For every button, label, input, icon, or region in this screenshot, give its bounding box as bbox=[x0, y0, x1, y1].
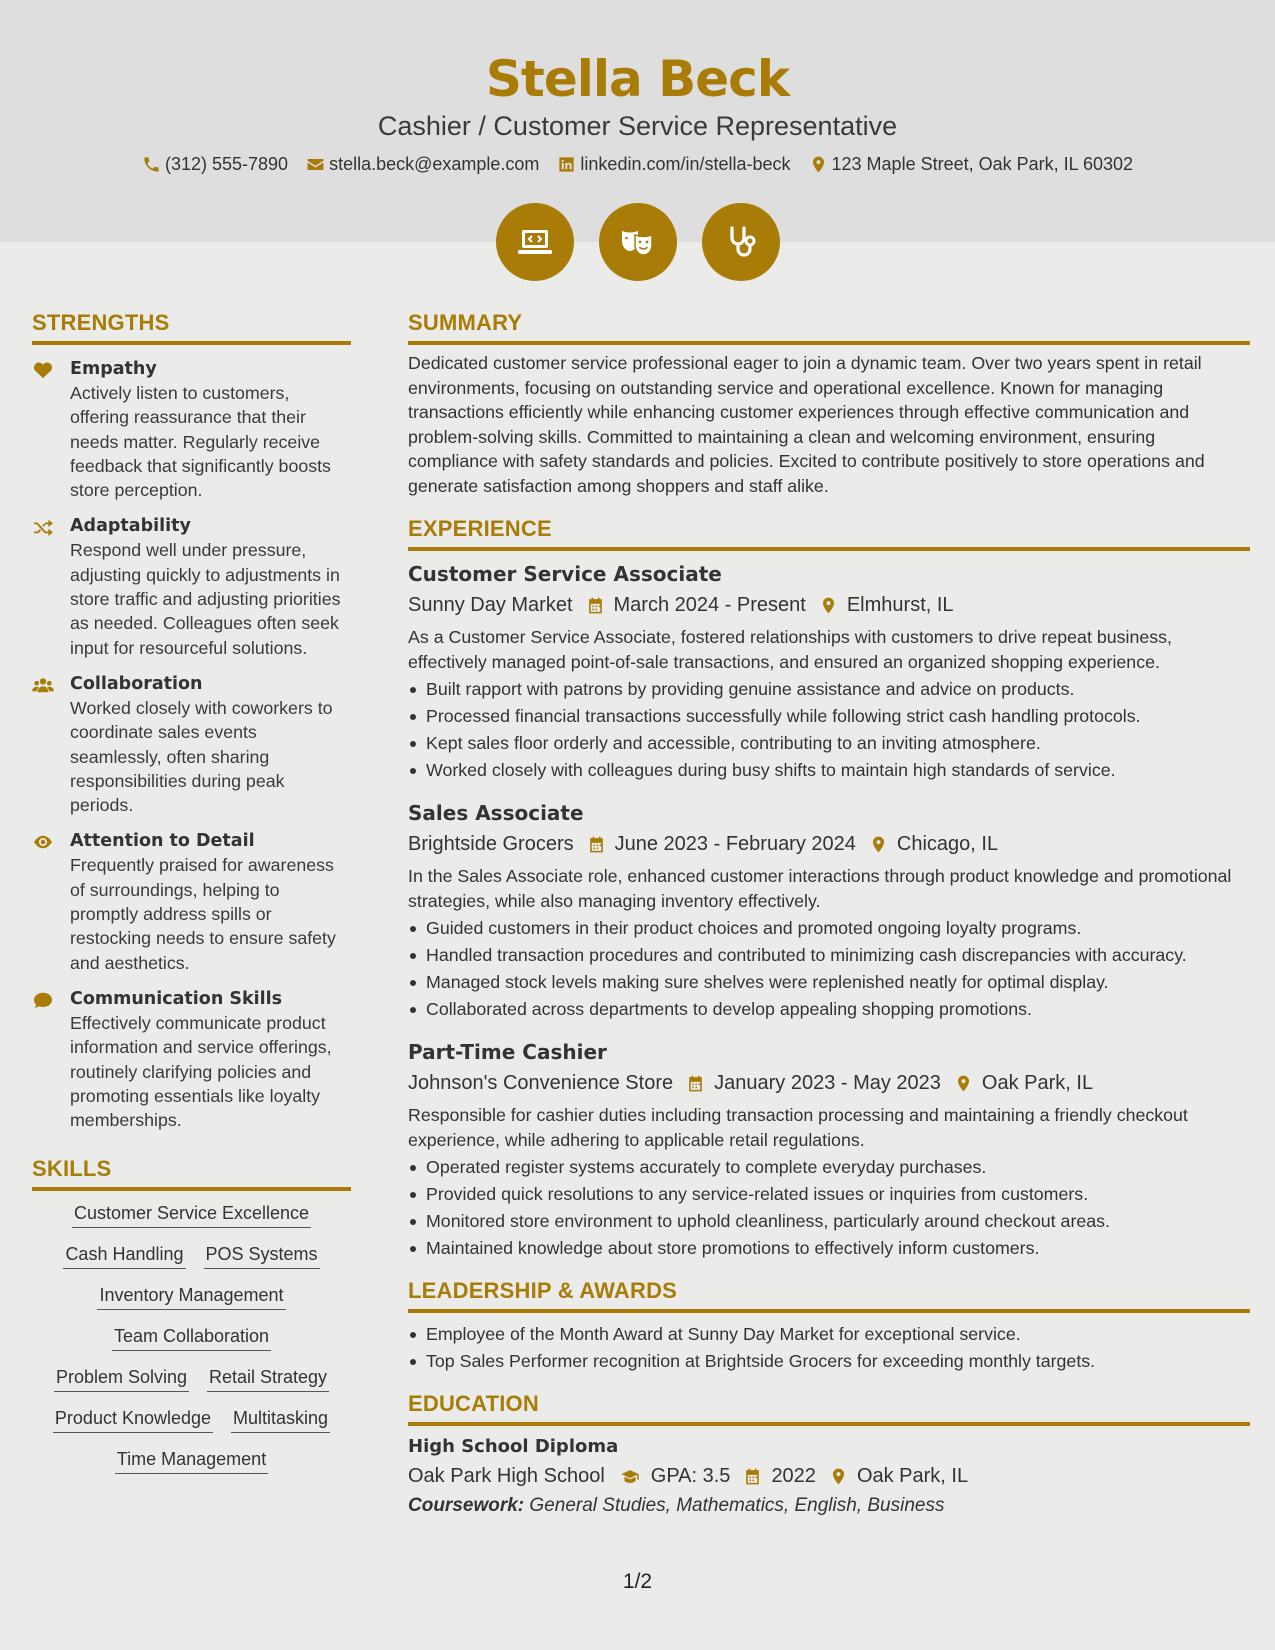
skill-tag: Inventory Management bbox=[97, 1283, 285, 1310]
job-meta bbox=[408, 591, 1250, 619]
job-bullets bbox=[408, 1154, 1250, 1262]
contact-text: stella.beck@example.com bbox=[329, 154, 540, 174]
eye-icon bbox=[32, 833, 54, 851]
job-company: Johnson's Convenience Store bbox=[408, 1072, 674, 1094]
contact-bar bbox=[0, 152, 1275, 176]
summary-heading: SUMMARY bbox=[408, 308, 1250, 345]
badge-stethoscope bbox=[702, 203, 780, 281]
list-item: Kept sales floor orderly and accessible, contributing to an inviting atmosphere. bbox=[408, 730, 1250, 757]
list-item: Top Sales Performer recognition at Brightside Grocers for exceeding monthly targets. bbox=[408, 1348, 1250, 1375]
job-title: Part-Time Cashier bbox=[408, 1040, 607, 1064]
strength-item bbox=[32, 829, 351, 974]
job-entry bbox=[408, 800, 1250, 1023]
list-item: Monitored store environment to uphold cleanliness, particularly around checkout areas. bbox=[408, 1208, 1250, 1235]
strength-desc: Effectively communicate product information and service offerings, routinely clarifying policies and promoting essentials like loyalty memberships. bbox=[70, 1012, 332, 1131]
users-icon bbox=[32, 676, 54, 694]
strength-item bbox=[32, 357, 351, 502]
job-location: Chicago, IL bbox=[896, 833, 999, 855]
job-company: Brightside Grocers bbox=[408, 833, 574, 855]
shuffle-icon bbox=[32, 518, 54, 536]
calendar-icon bbox=[587, 835, 606, 854]
skill-tag: Multitasking bbox=[231, 1406, 330, 1433]
list-item: Collaborated across departments to develop appealing shopping promotions. bbox=[408, 996, 1250, 1023]
theater-masks-icon bbox=[618, 222, 658, 262]
map-pin-icon bbox=[869, 835, 888, 854]
awards-list bbox=[408, 1321, 1250, 1375]
skill-tag: Product Knowledge bbox=[53, 1406, 213, 1433]
page-indicator: 1/2 bbox=[622, 1570, 653, 1593]
job-bullets bbox=[408, 676, 1250, 784]
summary-text: Dedicated customer service professional eager to join a dynamic team. Over two years spent in retail environments, focusing on outstanding service and operational excellence. Known for managing transactions efficiently while enhancing customer experiences through effective communication and problem-solving skills. Committed to maintaining a clean and welcoming environment, ensuring compliance with safety standards and policies. Excited to contribute positively to store operations and generate satisfaction among shoppers and staff alike. bbox=[408, 353, 1205, 496]
awards-heading: LEADERSHIP & AWARDS bbox=[408, 1276, 1250, 1313]
job-location: Elmhurst, IL bbox=[846, 594, 954, 616]
list-item: Operated register systems accurately to complete everyday purchases. bbox=[408, 1154, 1250, 1181]
skill-tag: Customer Service Excellence bbox=[72, 1201, 311, 1228]
contact-address bbox=[809, 152, 1134, 176]
laptop-code-icon bbox=[515, 222, 555, 262]
skills-list bbox=[32, 1201, 351, 1474]
list-item: Employee of the Month Award at Sunny Day Market for exceptional service. bbox=[408, 1321, 1250, 1348]
list-item: Processed financial transactions successfully while following strict cash handling protocols. bbox=[408, 703, 1250, 730]
calendar-icon bbox=[586, 596, 605, 615]
left-column bbox=[32, 308, 351, 1474]
job-company: Sunny Day Market bbox=[408, 594, 573, 616]
envelope-icon bbox=[306, 155, 325, 174]
strength-desc: Worked closely with coworkers to coordinate sales events seamlessly, often sharing responsibilities during peak periods. bbox=[70, 697, 333, 816]
contact-text: 123 Maple Street, Oak Park, IL 60302 bbox=[831, 154, 1134, 174]
skills-heading: SKILLS bbox=[32, 1154, 351, 1191]
job-description: Responsible for cashier duties including transaction processing and maintaining a friendly checkout experience, while adhering to applicable retail regulations. bbox=[408, 1105, 1188, 1150]
graduation-cap-icon bbox=[618, 1467, 642, 1486]
phone-icon bbox=[142, 155, 161, 174]
strengths-heading: STRENGTHS bbox=[32, 308, 351, 345]
strength-title: Empathy bbox=[70, 359, 157, 379]
strength-title: Attention to Detail bbox=[70, 831, 255, 852]
coursework-label: Coursework: bbox=[408, 1495, 525, 1516]
list-item: Maintained knowledge about store promotions to effectively inform customers. bbox=[408, 1235, 1250, 1262]
list-item: Handled transaction procedures and contributed to minimizing cash discrepancies with accuracy. bbox=[408, 942, 1250, 969]
strength-item bbox=[32, 514, 351, 659]
job-dates: March 2024 - Present bbox=[613, 594, 806, 616]
linkedin-icon bbox=[557, 155, 576, 174]
strength-title: Adaptability bbox=[70, 516, 191, 537]
calendar-icon bbox=[686, 1074, 705, 1093]
list-item: Worked closely with colleagues during busy shifts to maintain high standards of service. bbox=[408, 757, 1250, 784]
candidate-role: Cashier / Customer Service Representative bbox=[377, 111, 898, 141]
badge-masks bbox=[599, 203, 677, 281]
contact-text: (312) 555-7890 bbox=[164, 154, 289, 174]
stethoscope-icon bbox=[721, 222, 761, 262]
strength-item bbox=[32, 987, 351, 1132]
strength-title: Communication Skills bbox=[70, 988, 283, 1009]
coursework-text: General Studies, Mathematics, English, Business bbox=[529, 1495, 945, 1516]
calendar-icon bbox=[743, 1467, 762, 1486]
map-pin-icon bbox=[829, 1467, 848, 1486]
skill-tag: Retail Strategy bbox=[207, 1365, 329, 1392]
candidate-name: Stella Beck bbox=[485, 50, 790, 108]
strength-desc: Actively listen to customers, offering reassurance that their needs matter. Regularly receive feedback that significantly boosts store perception. bbox=[70, 383, 331, 501]
contact-email[interactable] bbox=[306, 152, 539, 176]
list-item: Managed stock levels making sure shelves were replenished neatly for optimal display. bbox=[408, 969, 1250, 996]
right-column bbox=[408, 308, 1250, 1520]
job-bullets bbox=[408, 915, 1250, 1023]
job-title: Sales Associate bbox=[408, 801, 584, 825]
job-meta bbox=[408, 1069, 1250, 1097]
education-school: Oak Park High School bbox=[408, 1465, 605, 1487]
skill-tag: POS Systems bbox=[204, 1242, 320, 1269]
job-meta bbox=[408, 830, 1250, 858]
interest-badges bbox=[0, 203, 1275, 281]
job-title: Customer Service Associate bbox=[408, 562, 722, 586]
badge-laptop bbox=[496, 203, 574, 281]
map-pin-icon bbox=[819, 596, 838, 615]
map-pin-icon bbox=[809, 155, 828, 174]
skill-tag: Team Collaboration bbox=[112, 1324, 271, 1351]
job-dates: January 2023 - May 2023 bbox=[714, 1072, 941, 1094]
contact-linkedin[interactable] bbox=[557, 152, 790, 176]
education-gpa: GPA: 3.5 bbox=[650, 1465, 731, 1487]
strength-title: Collaboration bbox=[70, 673, 203, 694]
resume-header bbox=[0, 48, 1275, 176]
skill-tag: Cash Handling bbox=[63, 1242, 185, 1269]
skill-tag: Problem Solving bbox=[54, 1365, 189, 1392]
experience-heading: EXPERIENCE bbox=[408, 514, 1250, 551]
education-year: 2022 bbox=[771, 1465, 816, 1487]
contact-text: linkedin.com/in/stella-beck bbox=[580, 154, 791, 174]
list-item: Built rapport with patrons by providing genuine assistance and advice on products. bbox=[408, 676, 1250, 703]
comment-icon bbox=[32, 991, 54, 1009]
heart-icon bbox=[32, 361, 54, 379]
job-entry bbox=[408, 561, 1250, 784]
education-coursework bbox=[408, 1492, 1250, 1520]
job-dates: June 2023 - February 2024 bbox=[614, 833, 856, 855]
contact-phone[interactable] bbox=[142, 152, 288, 176]
skill-tag: Time Management bbox=[115, 1447, 268, 1474]
job-description: As a Customer Service Associate, fostered relationships with customers to drive repeat business, effectively managed point-of-sale transactions, and ensured an organized shopping experience. bbox=[408, 627, 1172, 672]
education-heading: EDUCATION bbox=[408, 1389, 1250, 1426]
strength-desc: Frequently praised for awareness of surroundings, helping to promptly address spills or restocking needs to ensure safety and aesthetics. bbox=[70, 855, 336, 973]
job-description: In the Sales Associate role, enhanced customer interactions through product knowledge and promotional strategies, while also managing inventory effectively. bbox=[408, 866, 1232, 911]
education-degree: High School Diploma bbox=[408, 1436, 619, 1457]
map-pin-icon bbox=[954, 1074, 973, 1093]
education-meta bbox=[408, 1462, 1250, 1490]
strength-item bbox=[32, 672, 351, 817]
job-entry bbox=[408, 1039, 1250, 1262]
list-item: Guided customers in their product choices and promoted ongoing loyalty programs. bbox=[408, 915, 1250, 942]
education-location: Oak Park, IL bbox=[856, 1465, 969, 1487]
strength-desc: Respond well under pressure, adjusting quickly to adjustments in store traffic and adjusting priorities as needed. Colleagues often seek input for resourceful solutions. bbox=[70, 540, 341, 658]
list-item: Provided quick resolutions to any service-related issues or inquiries from customers. bbox=[408, 1181, 1250, 1208]
job-location: Oak Park, IL bbox=[981, 1072, 1094, 1094]
